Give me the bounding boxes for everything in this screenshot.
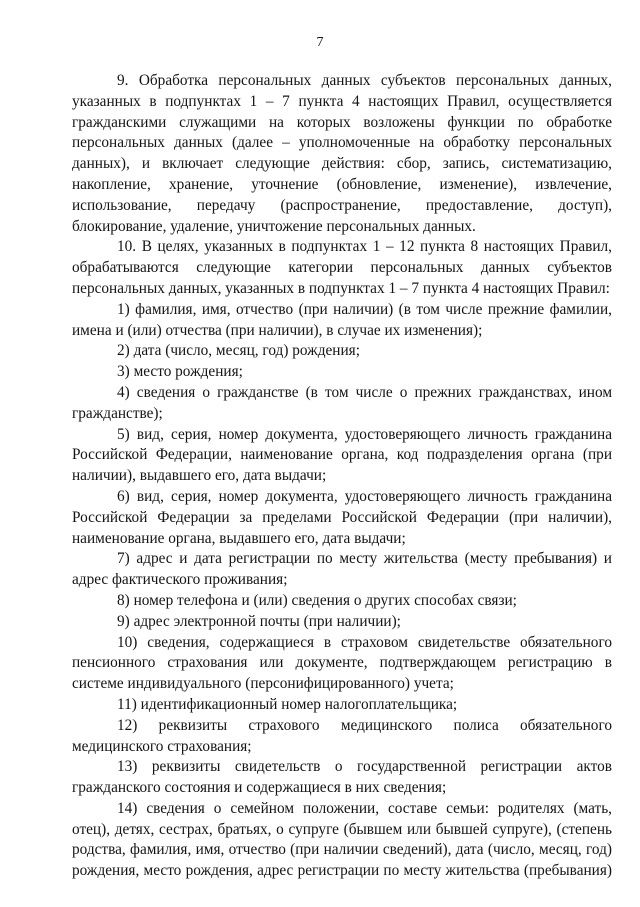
list-item-14: 14) сведения о семейном положении, составе семьи: родителях (мать, отец), детях, сестрах, братьях, о супруге (бывшем или бывшей супруге), (степень родства, фамилия, имя, отчество (при наличии сведений), дата (число, месяц, год) рождения, место рождения, адрес регистрации по месту жительства (пребывания)	[72, 799, 612, 880]
list-item-8: 8) номер телефона и (или) сведения о других способах связи;	[117, 591, 517, 609]
paragraph-9: 9. Обработка персональных данных субъектов персональных данных, указанных в подпунктах 1 – 7 пункта 4 настоящих Правил, осуществляется гражданскими служащими на которых возложены функции по обработке персональных данных (далее – уполномоченные на обработку персональных данных), и включает следующие действия: сбор, запись, систематизацию, накопление, хранение, уточнение (обновление, изменение), извлечение, использование, передачу (распространение, предоставление, доступ), блокирование, удаление, уничтожение персональных данных.	[72, 72, 612, 235]
list-item-7: 7) адрес и дата регистрации по месту жительства (месту пребывания) и адрес фактического проживания;	[72, 550, 612, 589]
list-item-5: 5) вид, серия, номер документа, удостоверяющего личность гражданина Российской Федерации, наименование органа, код подразделения органа (при наличии), выдавшего его, дата выдачи;	[72, 425, 612, 485]
list-item-2: 2) дата (число, месяц, год) рождения;	[117, 342, 360, 360]
document-body	[72, 71, 612, 882]
list-item-4: 4) сведения о гражданстве (в том числе о прежних гражданствах, ином гражданстве);	[72, 383, 612, 422]
page-number: 7	[316, 35, 324, 50]
list-item-6: 6) вид, серия, номер документа, удостоверяющего личность гражданина Российской Федерации за пределами Российской Федерации (при наличии), наименование органа, выдавшего его, дата выдачи;	[72, 487, 612, 547]
list-item-13: 13) реквизиты свидетельств о государственной регистрации актов гражданского состояния и содержащиеся в них сведения;	[72, 758, 612, 797]
list-item-11: 11) идентификационный номер налогоплательщика;	[117, 695, 458, 713]
paragraph-10: 10. В целях, указанных в подпунктах 1 – 12 пункта 8 настоящих Правил, обрабатываются следующие категории персональных данных субъектов персональных данных, указанных в подпунктах 1 – 7 пункта 4 настоящих Правил:	[72, 238, 612, 297]
list-item-9: 9) адрес электронной почты (при наличии);	[117, 612, 401, 630]
list-item-1: 1) фамилия, имя, отчество (при наличии) (в том числе прежние фамилии, имена и (или) отчества (при наличии), в случае их изменения);	[72, 300, 612, 339]
list-item-10: 10) сведения, содержащиеся в страховом свидетельстве обязательного пенсионного страхования или документе, подтверждающем регистрацию в системе индивидуального (персонифицированного) учета;	[72, 633, 612, 693]
list-item-3: 3) место рождения;	[117, 363, 243, 381]
list-item-12: 12) реквизиты страхового медицинского полиса обязательного медицинского страхования;	[72, 716, 612, 755]
